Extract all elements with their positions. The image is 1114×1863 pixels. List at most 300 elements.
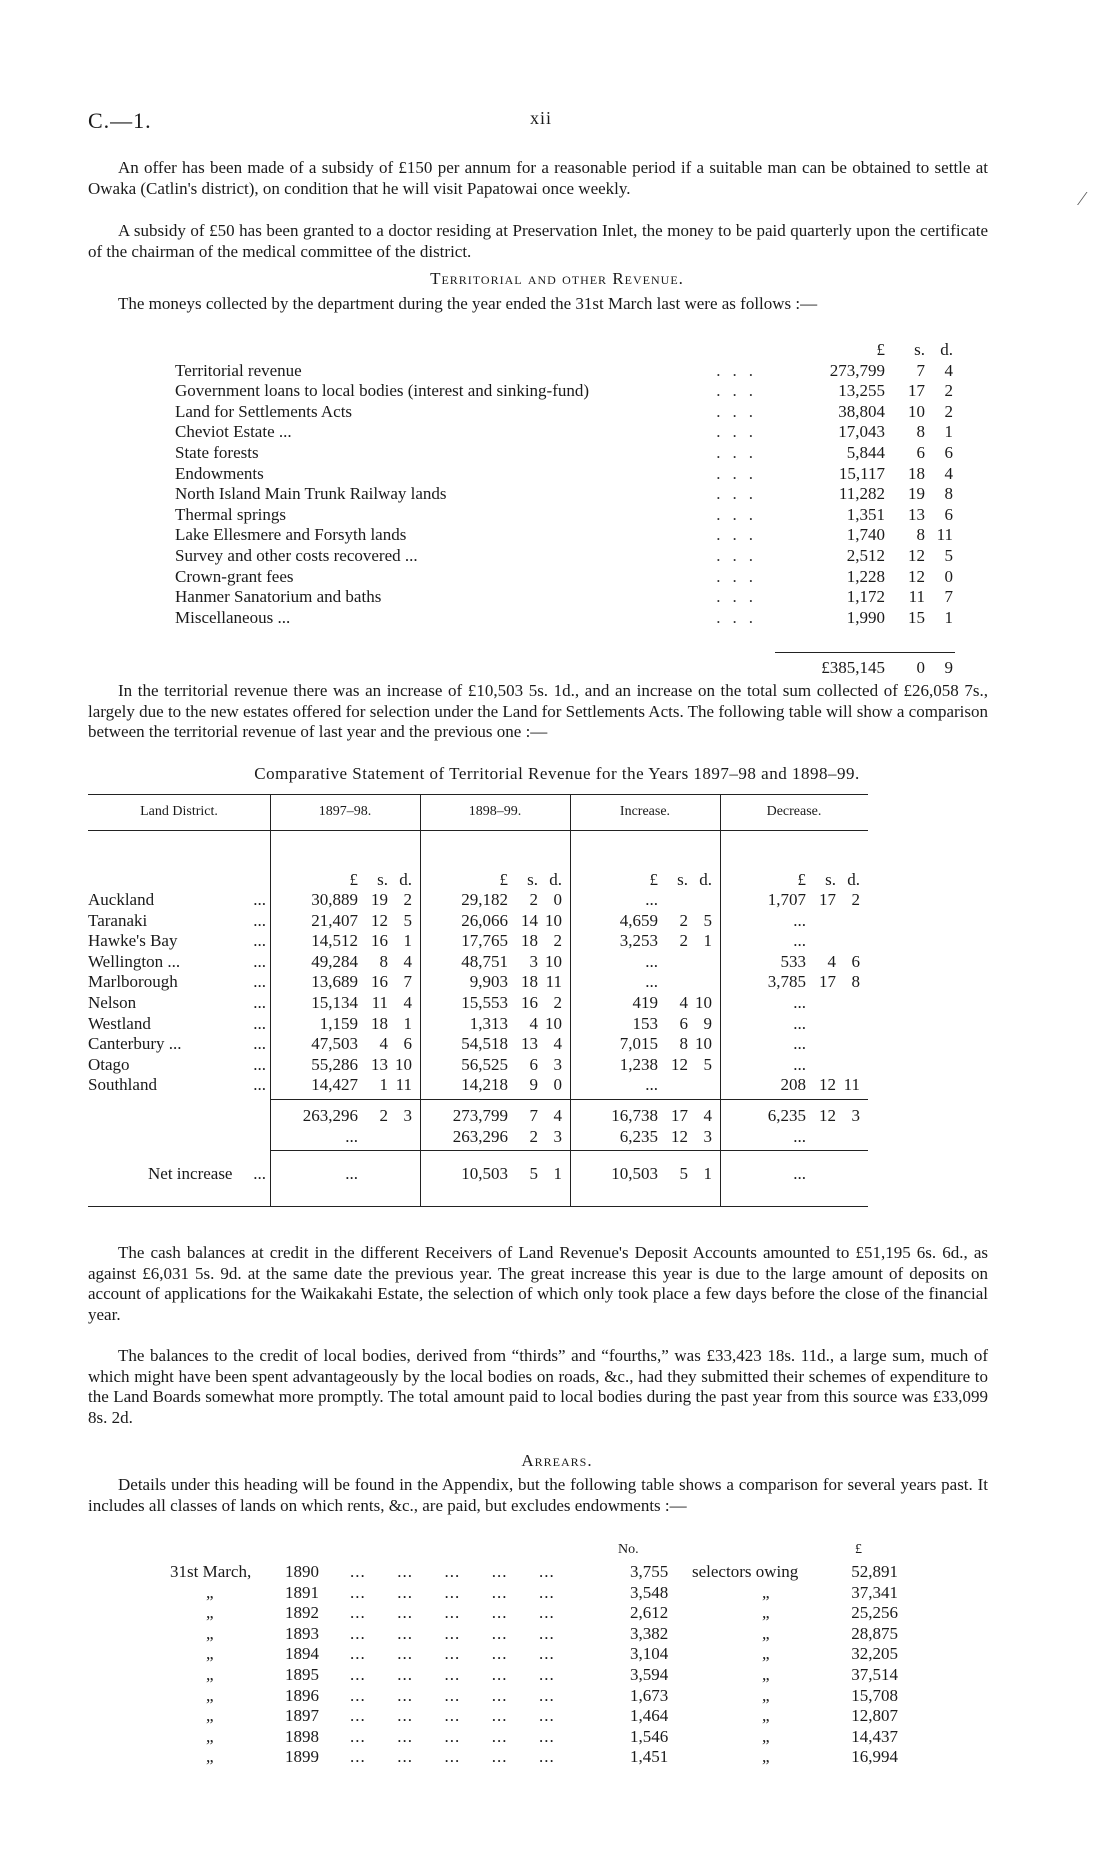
value-increase-pound: 1,238 xyxy=(619,1054,658,1074)
value-1898-pound: 14,218 xyxy=(461,1075,508,1095)
leader-dots: ... xyxy=(716,587,765,607)
ditto-mark: „ xyxy=(206,1685,214,1705)
leader-dots: ... xyxy=(716,545,765,565)
revenue-pence: 2 xyxy=(944,401,953,421)
unit-header-pound: £ xyxy=(797,870,806,889)
comparative-table xyxy=(88,794,988,1214)
net-increase-pence: 1 xyxy=(703,1164,712,1183)
sub-1898-pound: 263,296 xyxy=(452,1127,508,1146)
leader-dots: ... xyxy=(716,607,765,627)
revenue-intro: The moneys collected by the department during the year ended the 31st March last were as follows :— xyxy=(118,294,818,313)
ditto-mark: „ xyxy=(206,1623,214,1643)
unit-header-shillings: s. xyxy=(677,870,688,889)
value-1897-pound: 30,889 xyxy=(311,890,358,909)
arrears-owing-text: selectors owing xyxy=(692,1562,799,1581)
revenue-label: Government loans to local bodies (interest and sinking-fund) xyxy=(175,381,590,401)
revenue-shillings: 13 xyxy=(908,504,925,524)
leader-dots: ... ... ... ... ... xyxy=(350,1747,555,1767)
leader-dots: ... xyxy=(253,951,266,971)
leader-dots: ... xyxy=(716,484,765,504)
sub-increase-pence: 3 xyxy=(703,1127,712,1146)
revenue-table xyxy=(175,340,953,677)
arrears-amount: 12,807 xyxy=(851,1706,898,1726)
arrears-no-header: No. xyxy=(618,1542,639,1557)
value-1897-shillings: 4 xyxy=(379,1034,388,1054)
arrears-number: 1,464 xyxy=(630,1706,669,1726)
value-decrease-pound: 1,707 xyxy=(767,890,806,909)
value-1898-pound: 17,765 xyxy=(461,931,508,951)
revenue-label: Crown-grant fees xyxy=(175,566,294,586)
arrears-year: 1891 xyxy=(285,1582,319,1602)
total-1898-pound: 273,799 xyxy=(452,1106,508,1125)
leader-dots: ... xyxy=(253,931,266,951)
value-1897-shillings: 13 xyxy=(371,1054,388,1074)
revenue-shillings: 11 xyxy=(908,587,925,607)
arrears-number: 1,673 xyxy=(630,1685,669,1705)
revenue-shillings: 6 xyxy=(916,442,925,462)
value-decrease-shillings: 17 xyxy=(819,890,836,909)
unit-header-pound: £ xyxy=(499,870,508,889)
ditto-mark: „ xyxy=(762,1685,770,1705)
leader-dots: ... ... ... ... ... xyxy=(350,1562,555,1581)
value-1898-pound: 54,518 xyxy=(461,1034,508,1054)
value-1897-shillings: 16 xyxy=(371,972,388,992)
district-name: Hawke's Bay xyxy=(88,931,178,951)
value-decrease-pound: ... xyxy=(793,931,806,951)
sub-1897-pound: ... xyxy=(345,1127,358,1146)
value-1898-shillings: 2 xyxy=(529,890,538,909)
leader-dots: ... xyxy=(253,1034,266,1054)
total-decrease-pence: 3 xyxy=(851,1106,860,1125)
net-decrease-pound: ... xyxy=(793,1164,806,1183)
ditto-mark: „ xyxy=(206,1747,214,1767)
revenue-heading: Territorial and other Revenue. xyxy=(430,269,684,288)
page-number: xii xyxy=(530,108,553,128)
revenue-shillings: 18 xyxy=(908,463,925,483)
net-rule xyxy=(270,1150,868,1151)
arrears-number: 1,451 xyxy=(630,1747,669,1767)
value-1898-shillings: 6 xyxy=(529,1054,538,1074)
arrears-date-prefix: 31st March, xyxy=(170,1562,252,1581)
value-1897-pence: 6 xyxy=(403,1034,412,1054)
ditto-mark: „ xyxy=(206,1726,214,1746)
value-decrease-pound: ... xyxy=(793,1054,806,1074)
value-decrease-pound: ... xyxy=(793,1013,806,1033)
leader-dots: ... ... ... ... ... xyxy=(350,1706,555,1726)
leader-dots: ... ... ... ... ... xyxy=(350,1665,555,1684)
column-rule xyxy=(720,1040,721,1206)
unit-header-pound: £ xyxy=(649,870,658,889)
revenue-total-row xyxy=(175,658,953,679)
district-name: Canterbury ... xyxy=(88,1034,182,1054)
paragraph-cash-balances: The cash balances at credit in the different Receivers of Land Revenue's Deposit Accounts amounted to £51,195 6s. 6d., as against £6,031 5s. 9d. at the same date the previous year. The great increase this year is due to the large amount of deposits on account of applications for the Waikakahi Estate, the selection of which only took place a few days before the close of the financial year. xyxy=(88,1243,988,1324)
district-name: Taranaki xyxy=(88,910,148,930)
value-decrease-shillings: 17 xyxy=(819,972,836,992)
revenue-pence: 1 xyxy=(944,422,953,442)
column-rule xyxy=(570,1040,571,1206)
value-1898-pound: 29,182 xyxy=(461,890,508,909)
arrears-amount: 14,437 xyxy=(851,1726,898,1746)
arrears-year: 1897 xyxy=(285,1706,319,1726)
total-decrease-pound: 6,235 xyxy=(767,1106,806,1125)
arrears-amount: 28,875 xyxy=(851,1623,898,1643)
revenue-label: Endowments xyxy=(175,463,264,483)
revenue-row xyxy=(175,525,953,546)
totals-rule xyxy=(270,1099,868,1100)
table-header-rule xyxy=(88,830,868,831)
value-increase-shillings: 8 xyxy=(679,1034,688,1054)
arrears-amount: 37,514 xyxy=(851,1665,898,1684)
arrears-number: 3,755 xyxy=(630,1562,669,1581)
ditto-mark: „ xyxy=(206,1603,214,1623)
arrears-number: 3,104 xyxy=(630,1644,669,1664)
revenue-pound: 17,043 xyxy=(838,422,885,442)
arrears-intro: Details under this heading will be found in the Appendix, but the following table shows a comparison for several years past. It includes all classes of lands on which rents, &c., are paid, but excludes endowments :— xyxy=(88,1475,988,1515)
value-decrease-pound: ... xyxy=(793,1034,806,1054)
revenue-pence: 1 xyxy=(944,607,953,627)
ditto-mark: „ xyxy=(762,1603,770,1623)
total-1897-pound: 263,296 xyxy=(302,1106,358,1125)
arrears-year: 1892 xyxy=(285,1603,319,1623)
revenue-pound: 38,804 xyxy=(838,401,885,421)
leader-dots: ... xyxy=(253,910,266,930)
revenue-pence: 0 xyxy=(944,566,953,586)
revenue-row xyxy=(175,545,953,567)
paragraph-preservation-inlet: A subsidy of £50 has been granted to a doctor residing at Preservation Inlet, the money to be paid quarterly upon the certificate of the chairman of the medical committee of the district. xyxy=(88,221,988,261)
page-code: C.—1. xyxy=(88,108,152,133)
net-1898-pound: 10,503 xyxy=(461,1164,508,1183)
arrears-number: 2,612 xyxy=(630,1603,669,1623)
revenue-row xyxy=(175,442,953,464)
value-1898-pence: 10 xyxy=(545,951,562,971)
column-header: Increase. xyxy=(619,804,671,819)
value-increase-pence: 5 xyxy=(703,1054,712,1074)
revenue-pound: 1,990 xyxy=(846,607,885,627)
ditto-mark: „ xyxy=(206,1706,214,1726)
revenue-label: State forests xyxy=(175,442,259,462)
leader-dots: ... xyxy=(253,1054,266,1074)
value-1898-shillings: 16 xyxy=(521,993,538,1012)
arrears-year: 1890 xyxy=(285,1562,319,1581)
ditto-mark: „ xyxy=(762,1665,770,1684)
arrears-year: 1899 xyxy=(285,1747,319,1767)
revenue-pound: 1,228 xyxy=(846,566,885,586)
revenue-shillings: 8 xyxy=(916,422,925,442)
value-1898-pound: 15,553 xyxy=(461,993,508,1012)
total-increase-shillings: 17 xyxy=(671,1106,688,1125)
arrears-number: 3,548 xyxy=(630,1582,669,1602)
value-1897-shillings: 8 xyxy=(379,951,388,971)
value-1898-pound: 1,313 xyxy=(469,1013,508,1033)
value-1898-pence: 10 xyxy=(545,910,562,930)
value-decrease-pence: 2 xyxy=(851,890,860,909)
revenue-shillings: 12 xyxy=(908,545,925,565)
district-name: Otago xyxy=(88,1054,130,1074)
ditto-mark: „ xyxy=(762,1706,770,1726)
column-rule xyxy=(420,1040,421,1206)
arrears-amount: 16,994 xyxy=(851,1747,898,1767)
revenue-pence: 4 xyxy=(944,463,953,483)
value-increase-pence: 10 xyxy=(695,993,712,1012)
pound-header: £ xyxy=(876,340,885,359)
column-header: Decrease. xyxy=(766,804,822,819)
revenue-pence: 8 xyxy=(944,484,953,504)
total-1897-pence: 3 xyxy=(403,1106,412,1125)
value-1897-pence: 5 xyxy=(403,910,412,930)
total-pence: 9 xyxy=(944,658,953,677)
paragraph-local-bodies: The balances to the credit of local bodies, derived from “thirds” and “fourths,” was £33,423 18s. 11d., a large sum, much of which might have been spent advantageously by the local bodies on roads, &c., had they submitted their schemes of expenditure to the Land Boards somewhat more promptly. The total amount paid to local bodies during the past year from this source was £33,099 8s. 2d. xyxy=(88,1346,988,1427)
arrears-amount: 25,256 xyxy=(851,1603,898,1623)
sub-1898-pence: 3 xyxy=(553,1127,562,1146)
ditto-mark: „ xyxy=(762,1623,770,1643)
value-increase-pound: 419 xyxy=(632,993,658,1012)
value-1898-pound: 26,066 xyxy=(461,910,508,930)
ditto-mark: „ xyxy=(762,1726,770,1746)
column-rule xyxy=(270,1040,271,1206)
revenue-pound: 11,282 xyxy=(838,484,885,504)
revenue-label: Cheviot Estate ... xyxy=(175,422,292,442)
revenue-pence: 6 xyxy=(944,504,953,524)
revenue-row xyxy=(175,381,953,402)
unit-header-pence: d. xyxy=(699,870,712,889)
leader-dots: ... xyxy=(716,525,765,545)
leader-dots: ... xyxy=(716,360,765,380)
value-decrease-pound: 3,785 xyxy=(767,972,806,992)
value-1898-pence: 10 xyxy=(545,1013,562,1033)
value-1897-pound: 13,689 xyxy=(311,972,358,992)
value-decrease-pound: 533 xyxy=(780,951,806,971)
unit-header-pound: £ xyxy=(349,870,358,889)
pence-header: d. xyxy=(940,340,953,359)
ditto-mark: „ xyxy=(206,1644,214,1664)
value-1898-pound: 56,525 xyxy=(461,1054,508,1074)
leader-dots: ... xyxy=(716,463,765,483)
ditto-mark: „ xyxy=(762,1644,770,1664)
revenue-pound: 1,351 xyxy=(846,504,885,524)
revenue-row xyxy=(175,422,953,443)
revenue-shillings: 19 xyxy=(908,484,925,504)
comparative-title: Comparative Statement of Territorial Revenue for the Years 1897–98 and 1898–99. xyxy=(254,764,860,783)
arrears-number: 3,594 xyxy=(630,1665,669,1684)
value-1897-shillings: 12 xyxy=(371,910,388,930)
value-increase-pound: 153 xyxy=(632,1013,658,1033)
total-1898-pence: 4 xyxy=(553,1106,562,1125)
revenue-row xyxy=(175,607,953,629)
value-increase-shillings: 4 xyxy=(679,993,688,1012)
value-increase-pence: 1 xyxy=(703,931,712,951)
district-name: Southland xyxy=(88,1075,157,1095)
unit-header-pence: d. xyxy=(399,870,412,889)
revenue-pence: 6 xyxy=(944,442,953,462)
revenue-label: Hanmer Sanatorium and baths xyxy=(175,587,382,607)
value-1898-pence: 2 xyxy=(553,993,562,1012)
value-1898-shillings: 14 xyxy=(521,910,538,930)
arrears-amount: 15,708 xyxy=(851,1685,898,1705)
value-increase-pence: 5 xyxy=(703,910,712,930)
value-decrease-pound: 208 xyxy=(780,1075,806,1095)
ditto-mark: „ xyxy=(206,1665,214,1684)
revenue-label: Survey and other costs recovered ... xyxy=(175,545,418,565)
arrears-amount: 32,205 xyxy=(851,1644,898,1664)
revenue-pound: 1,172 xyxy=(846,587,885,607)
leader-dots: ... ... ... ... ... xyxy=(350,1582,555,1602)
ditto-mark: „ xyxy=(762,1582,770,1602)
net-1897-pound: ... xyxy=(345,1164,358,1183)
revenue-label: Lake Ellesmere and Forsyth lands xyxy=(175,525,407,545)
revenue-pound: 13,255 xyxy=(838,381,885,401)
leader-dots: ... xyxy=(253,1164,266,1183)
ditto-mark: „ xyxy=(206,1582,214,1602)
value-decrease-pence: 8 xyxy=(851,972,860,992)
value-1897-pence: 11 xyxy=(395,1075,412,1095)
table-top-rule xyxy=(88,794,868,795)
revenue-pence: 5 xyxy=(944,545,953,565)
revenue-label: Miscellaneous ... xyxy=(175,607,291,627)
net-1898-shillings: 5 xyxy=(529,1164,538,1183)
district-name: Marlborough xyxy=(88,972,178,992)
revenue-row xyxy=(175,566,953,588)
revenue-pence: 11 xyxy=(936,525,953,545)
value-decrease-pence: 6 xyxy=(851,951,860,971)
unit-header-shillings: s. xyxy=(825,870,836,889)
table-bottom-rule xyxy=(88,1206,868,1207)
arrears-heading: Arrears. xyxy=(521,1451,593,1470)
revenue-label: Territorial revenue xyxy=(175,360,302,380)
revenue-row xyxy=(175,504,953,526)
leader-dots: ... ... ... ... ... xyxy=(350,1644,555,1664)
value-1898-pence: 11 xyxy=(545,972,562,992)
value-1897-shillings: 19 xyxy=(371,890,388,909)
sub-increase-pound: 6,235 xyxy=(619,1127,658,1146)
revenue-row xyxy=(175,484,953,505)
leader-dots: ... xyxy=(253,890,266,909)
revenue-pound: 15,117 xyxy=(838,463,885,483)
value-1897-pence: 1 xyxy=(403,1013,412,1033)
value-increase-shillings: 2 xyxy=(679,910,688,930)
revenue-pence: 2 xyxy=(944,381,953,401)
value-decrease-pound: ... xyxy=(793,993,806,1012)
revenue-shillings: 8 xyxy=(916,525,925,545)
column-header: 1897–98. xyxy=(318,804,372,819)
value-1897-shillings: 18 xyxy=(371,1013,388,1033)
leader-dots: ... xyxy=(716,422,765,442)
arrears-year: 1895 xyxy=(285,1665,319,1684)
revenue-after-paragraph: In the territorial revenue there was an increase of £10,503 5s. 1d., and an increase on the total sum collected of £26,058 7s., largely due to the new estates offered for selection under the Land for Settlements Acts. The following table will show a comparison between the territorial revenue of last year and the previous one :— xyxy=(88,681,988,742)
value-increase-pence: 9 xyxy=(703,1013,712,1033)
value-1898-pence: 3 xyxy=(553,1054,562,1074)
unit-header-shillings: s. xyxy=(377,870,388,889)
arrears-amount: 52,891 xyxy=(851,1562,898,1581)
leader-dots: ... ... ... ... ... xyxy=(350,1726,555,1746)
value-1898-shillings: 9 xyxy=(529,1075,538,1095)
value-1897-shillings: 11 xyxy=(371,993,388,1012)
net-increase-shillings: 5 xyxy=(679,1164,688,1183)
value-1898-pence: 2 xyxy=(553,931,562,951)
arrears-pound-header: £ xyxy=(855,1542,862,1557)
revenue-row xyxy=(175,463,953,485)
total-pound: £385,145 xyxy=(821,658,885,677)
sub-increase-shillings: 12 xyxy=(671,1127,688,1146)
value-increase-pound: ... xyxy=(645,890,658,909)
revenue-shillings: 17 xyxy=(908,381,925,401)
value-1897-pence: 4 xyxy=(403,993,412,1012)
revenue-pound: 2,512 xyxy=(846,545,885,565)
revenue-label: North Island Main Trunk Railway lands xyxy=(175,484,447,504)
value-1898-shillings: 4 xyxy=(529,1013,538,1033)
value-increase-shillings: 12 xyxy=(671,1054,688,1074)
revenue-pence: 7 xyxy=(944,587,953,607)
value-decrease-shillings: 12 xyxy=(819,1075,836,1095)
revenue-shillings: 15 xyxy=(908,607,925,627)
revenue-label: Thermal springs xyxy=(175,504,286,524)
unit-header-pence: d. xyxy=(847,870,860,889)
leader-dots: ... ... ... ... ... xyxy=(350,1623,555,1643)
value-1898-pound: 9,903 xyxy=(469,972,508,992)
revenue-row xyxy=(175,401,953,423)
revenue-label: Land for Settlements Acts xyxy=(175,401,353,421)
value-1897-pence: 10 xyxy=(395,1054,412,1074)
value-increase-pound: ... xyxy=(645,951,658,971)
paragraph-owaka: An offer has been made of a subsidy of £150 per annum for a reasonable period if a suitable man can be obtained to settle at Owaka (Catlin's district), on condition that he will visit Papatowai once weekly. xyxy=(88,158,988,198)
value-1897-pound: 49,284 xyxy=(311,951,358,971)
column-header: Land District. xyxy=(140,804,218,819)
arrears-number: 1,546 xyxy=(630,1726,669,1746)
revenue-row xyxy=(175,360,953,382)
leader-dots: ... xyxy=(716,504,765,524)
district-name: Westland xyxy=(88,1013,151,1033)
sub-1898-shillings: 2 xyxy=(529,1127,538,1146)
net-1898-pence: 1 xyxy=(553,1164,562,1183)
arrears-amount: 37,341 xyxy=(851,1582,898,1602)
value-1898-pence: 0 xyxy=(553,890,562,909)
leader-dots: ... xyxy=(253,1013,266,1033)
leader-dots: ... xyxy=(253,993,266,1012)
value-decrease-pence: 11 xyxy=(843,1075,860,1095)
value-1897-pound: 14,427 xyxy=(311,1075,358,1095)
district-name: Nelson xyxy=(88,993,137,1012)
district-name: Auckland xyxy=(88,890,155,909)
leader-dots: ... ... ... ... ... xyxy=(350,1685,555,1705)
arrears-table xyxy=(0,1540,1114,1780)
sub-decrease-pound: ... xyxy=(793,1127,806,1146)
net-increase-label: Net increase xyxy=(148,1164,233,1183)
value-1898-shillings: 18 xyxy=(521,972,538,992)
value-1897-pence: 7 xyxy=(403,972,412,992)
total-increase-pound: 16,738 xyxy=(611,1106,658,1125)
shillings-header: s. xyxy=(914,340,925,359)
revenue-pence: 4 xyxy=(944,360,953,380)
value-1897-shillings: 1 xyxy=(379,1075,388,1095)
unit-header-shillings: s. xyxy=(527,870,538,889)
value-1897-pence: 1 xyxy=(403,931,412,951)
district-name: Wellington ... xyxy=(88,951,181,971)
leader-dots: ... xyxy=(253,1075,266,1095)
value-increase-pound: ... xyxy=(645,972,658,992)
value-decrease-pound: ... xyxy=(793,910,806,930)
total-increase-pence: 4 xyxy=(703,1106,712,1125)
leader-dots: ... xyxy=(716,381,765,401)
revenue-row xyxy=(175,587,953,608)
arrears-year: 1893 xyxy=(285,1623,319,1643)
arrears-number: 3,382 xyxy=(630,1623,669,1643)
value-increase-pound: ... xyxy=(645,1075,658,1095)
value-1897-pound: 21,407 xyxy=(311,910,358,930)
unit-header-pence: d. xyxy=(549,870,562,889)
arrears-year: 1894 xyxy=(285,1644,319,1664)
margin-mark: ⁄ xyxy=(1080,188,1084,210)
leader-dots: ... xyxy=(716,566,765,586)
value-1897-shillings: 16 xyxy=(371,931,388,951)
